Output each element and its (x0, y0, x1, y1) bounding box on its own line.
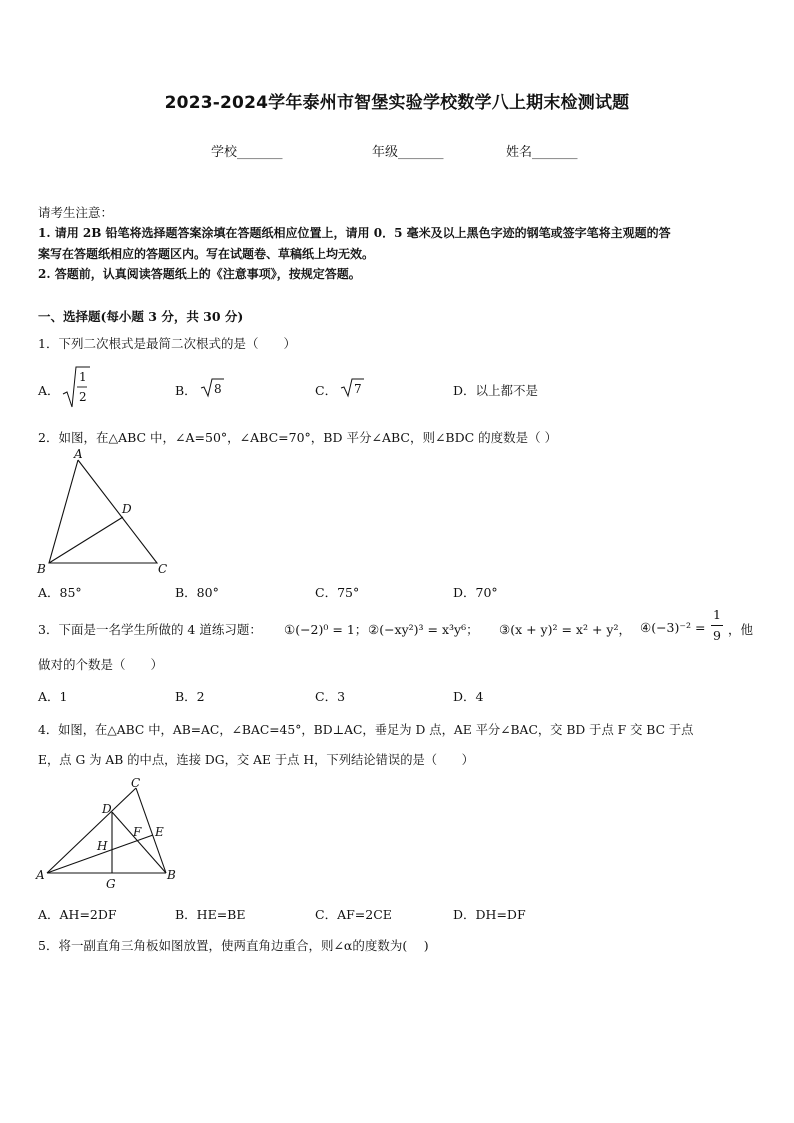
q4-label-g: G (106, 877, 116, 891)
q1-a-numerator: 1 (79, 370, 87, 384)
q1-option-b-radical (199, 376, 227, 398)
q2-option-d: D．70° (453, 585, 498, 600)
school-field: 学校_______ (211, 145, 283, 160)
q3-expression-3: ③(x + y)² = x² + y²， (499, 622, 631, 637)
q4-line-2: E，点 G 为 AB 的中点，连接 DG，交 AE 于点 H，下列结论错误的是（ ） (38, 753, 474, 767)
q4-label-h: H (97, 839, 108, 853)
q3-fraction-bar (711, 625, 723, 626)
q2-triangle-figure (30, 445, 180, 580)
q4-option-c: C．AF=2CE (315, 907, 392, 922)
q4-option-b: B．HE=BE (175, 907, 246, 922)
q2-stem: 2．如图，在△ABC 中，∠A=50°，∠ABC=70°，BD 平分∠ABC，则∠BDC 的度数是（ ） (38, 430, 558, 445)
name-field: 姓名_______ (506, 145, 578, 160)
q3-expression-4: ④(−3)⁻² = (640, 620, 706, 635)
notice-heading: 请考生注意： (38, 205, 114, 220)
q4-label-f: F (133, 825, 142, 839)
q3-option-c: C．3 (315, 689, 346, 704)
q2-option-c: C．75° (315, 585, 360, 600)
q4-option-d: D．DH=DF (453, 907, 526, 922)
q3-intro: 3．下面是一名学生所做的 4 道练习题： (38, 622, 262, 637)
page-title: 2023-2024学年泰州市智堡实验学校数学八上期末检测试题 (164, 93, 630, 113)
q2-label-a: A (74, 447, 83, 461)
q1-option-c-radical (339, 376, 367, 398)
q4-label-d: D (102, 802, 112, 816)
q1-option-c-label: C． (315, 383, 338, 398)
q4-triangle-figure (32, 775, 182, 895)
q2-label-d: D (122, 502, 132, 516)
notice-item-1a: 1. 请用 2B 铅笔将选择题答案涂填在答题纸相应位置上，请用 0．5 毫米及以上黑色字迹的钢笔或签字笔将主观题的答 (38, 226, 671, 240)
q2-label-b: B (37, 562, 46, 576)
q1-a-denominator: 2 (79, 390, 87, 404)
q3-option-d: D．4 (453, 689, 484, 704)
q4-label-b: B (167, 868, 176, 882)
q1-c-radicand: 7 (354, 382, 362, 396)
q2-option-b: B．80° (175, 585, 219, 600)
q2-label-c: C (158, 562, 168, 576)
q3-option-a: A．1 (38, 689, 68, 704)
grade-field: 年级_______ (372, 145, 444, 160)
q1-stem: 1．下列二次根式是最简二次根式的是（ ） (38, 336, 296, 351)
q1-option-a-radical (60, 364, 92, 410)
notice-item-2: 2. 答题前，认真阅读答题纸上的《注意事项》，按规定答题。 (38, 267, 361, 281)
q1-option-b-label: B． (175, 383, 197, 398)
q3-option-b: B．2 (175, 689, 205, 704)
q3-fraction-numerator: 1 (713, 607, 721, 622)
q2-option-a: A．85° (38, 585, 82, 600)
q3-expression-2: ②(−xy²)³ = x³y⁶； (368, 622, 479, 637)
q4-option-a: A．AH=2DF (38, 907, 117, 922)
q5-stem: 5．将一副直角三角板如图放置，使两直角边重合，则∠α的度数为( ) (38, 938, 429, 953)
q3-tail: ，他 (728, 622, 754, 637)
q1-option-a-label: A． (38, 383, 60, 398)
q1-option-d: D．以上都不是 (453, 383, 539, 398)
section-heading: 一、选择题(每小题 3 分，共 30 分) (38, 309, 244, 324)
q1-b-radicand: 8 (214, 382, 222, 396)
q3-line-2: 做对的个数是（ ） (38, 657, 164, 672)
q4-line-1: 4．如图，在△ABC 中，AB=AC，∠BAC=45°，BD⊥AC，垂足为 D 点，AE 平分∠BAC，交 BD 于点 F 交 BC 于点 (38, 723, 694, 737)
q4-label-c: C (131, 776, 141, 790)
q4-label-e: E (155, 825, 164, 839)
notice-item-1b: 案写在答题纸相应的答题区内。写在试题卷、草稿纸上均无效。 (38, 247, 375, 261)
q3-expression-1: ①(−2)⁰ = 1； (284, 622, 368, 637)
q4-label-a: A (36, 868, 45, 882)
q3-fraction-denominator: 9 (713, 628, 721, 643)
